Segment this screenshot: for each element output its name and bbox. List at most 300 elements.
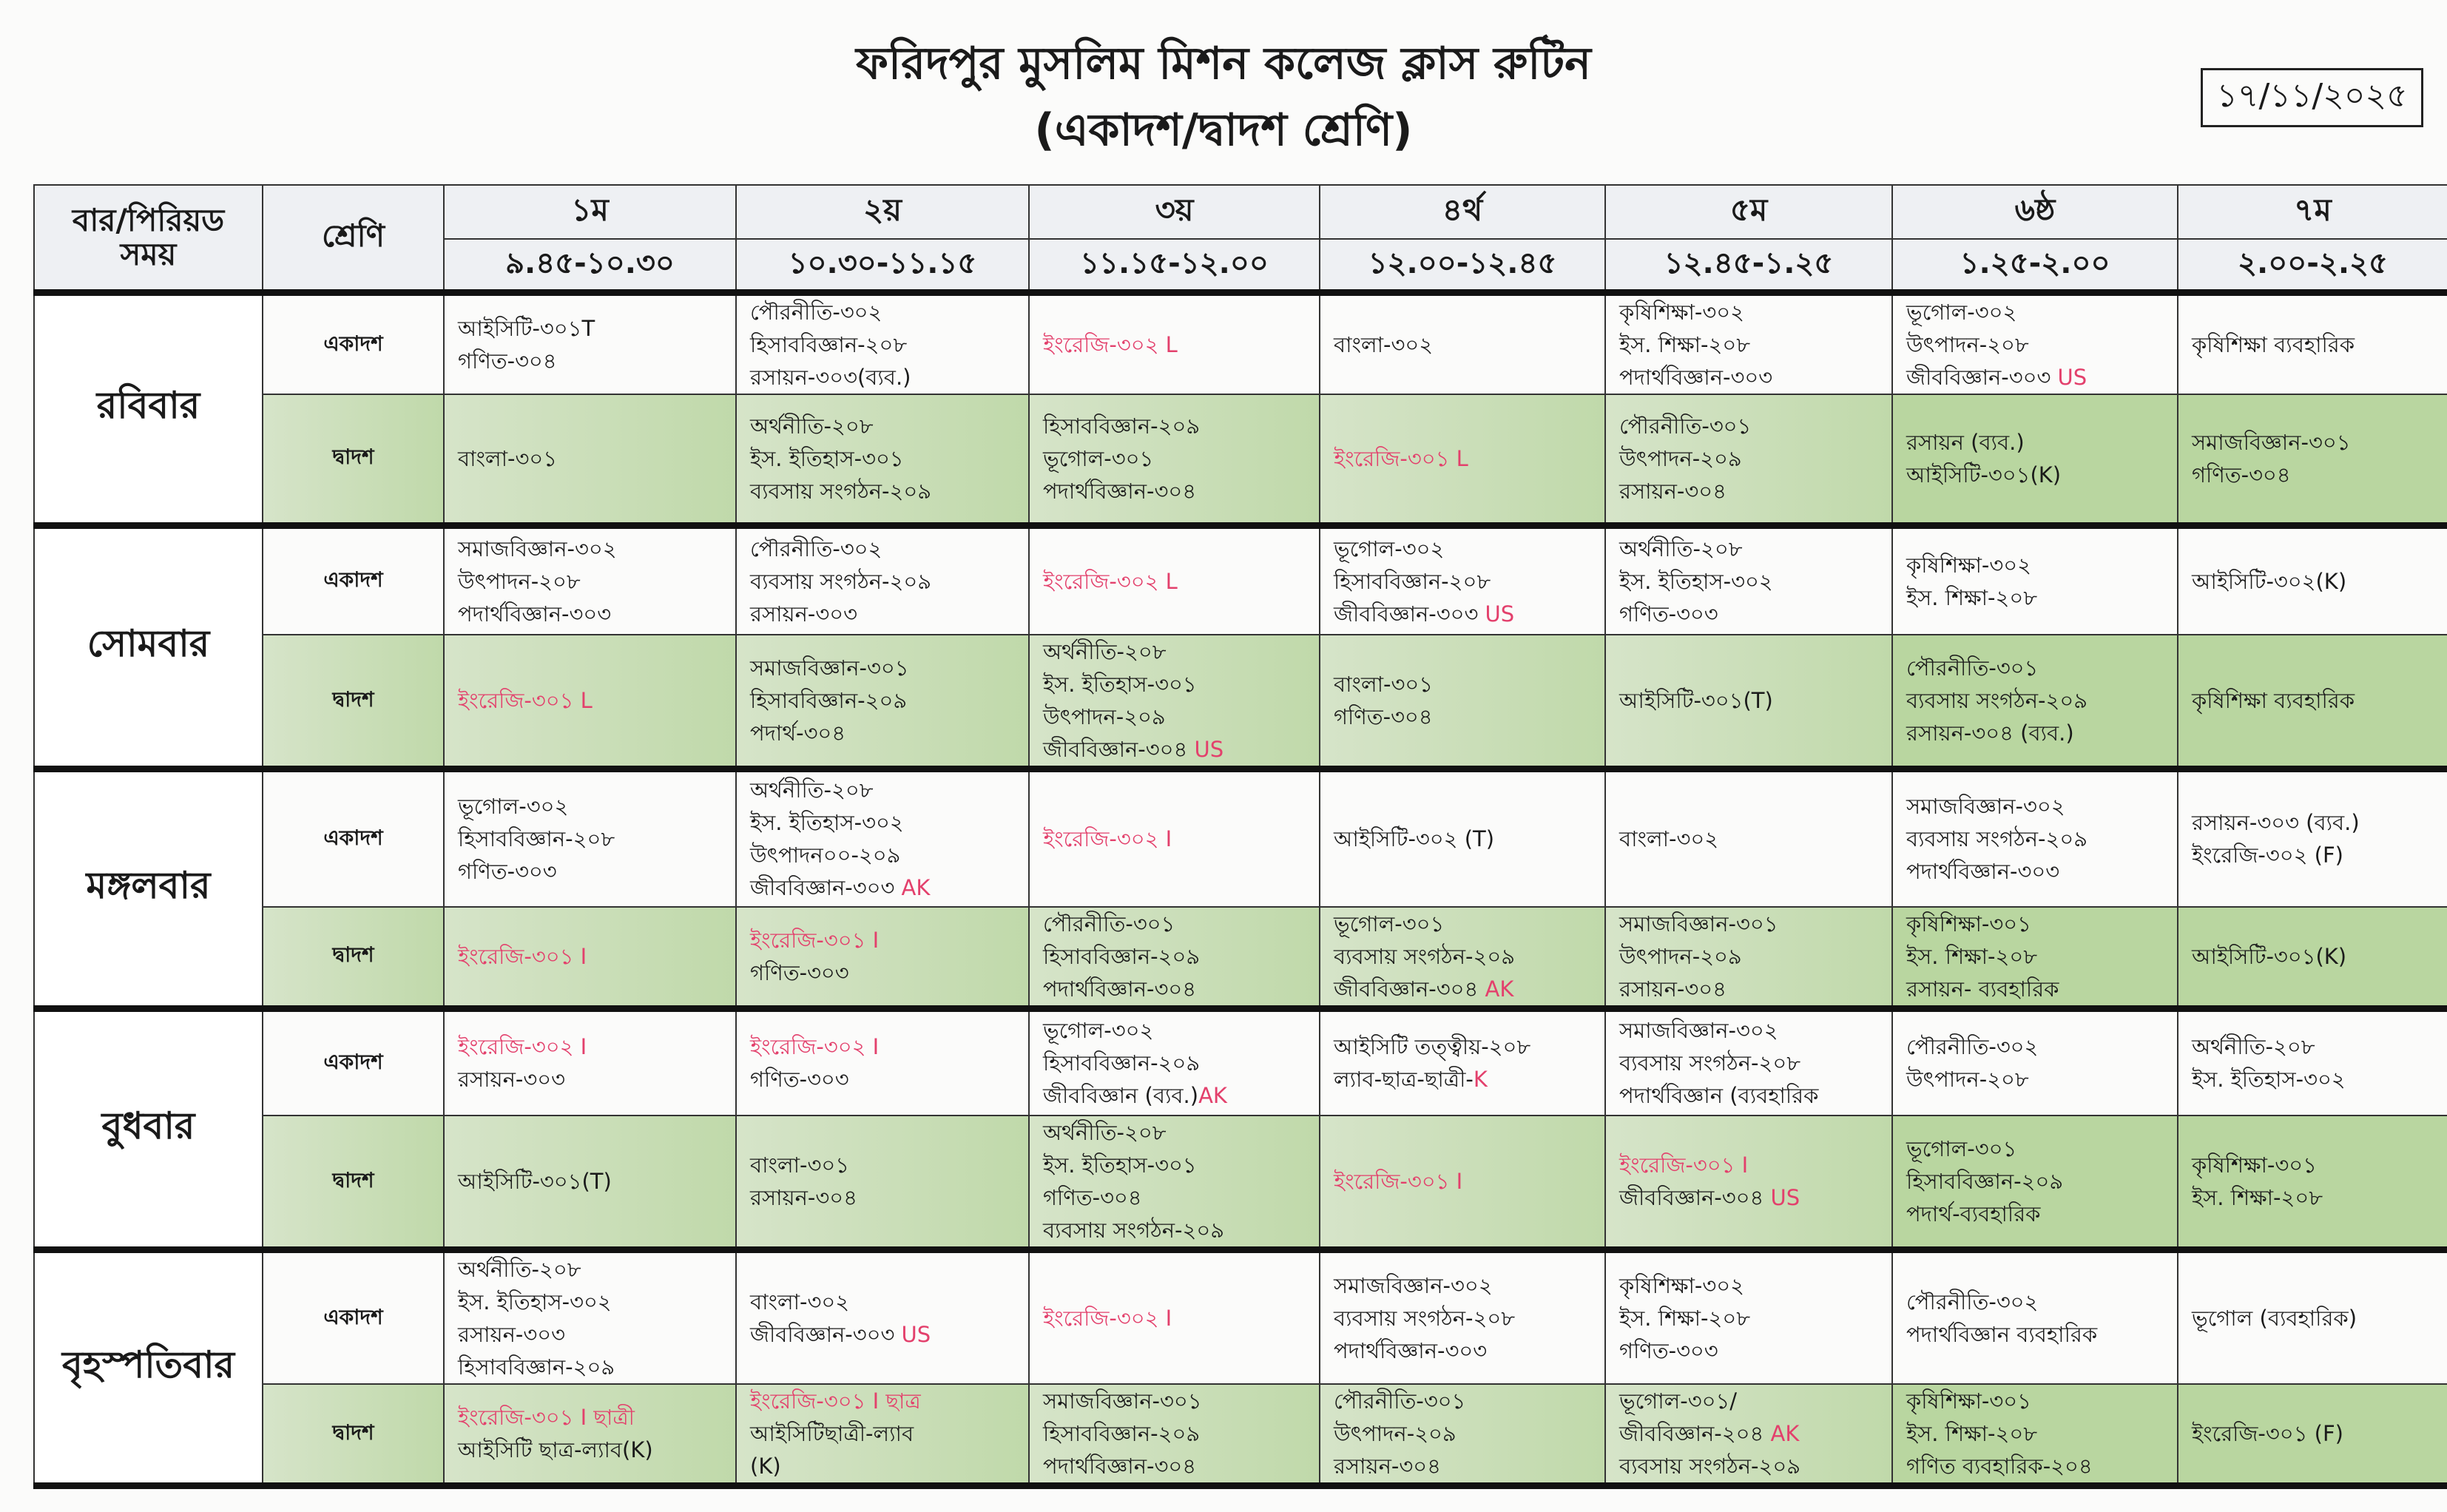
day-name: বৃহস্পতিবার bbox=[34, 1250, 263, 1486]
subject-line bbox=[1043, 475, 1306, 507]
subject-text: ব্যবসায় সংগঠন-২০৯ bbox=[1906, 688, 2088, 713]
routine-cell bbox=[736, 769, 1029, 907]
subject-text: পদার্থবিজ্ঞান-৩০৪ bbox=[1043, 976, 1197, 1002]
subject-line bbox=[1334, 973, 1591, 1005]
class-name: দ্বাদশ bbox=[263, 635, 444, 769]
subject-line bbox=[750, 410, 1015, 442]
routine-cell bbox=[1029, 907, 1320, 1009]
subject-text: ভূগোল-৩০১ bbox=[1334, 911, 1445, 936]
routine-row bbox=[34, 525, 2447, 635]
subject-line bbox=[458, 855, 722, 888]
subject-line bbox=[458, 1401, 722, 1434]
time-header: ১০.৩০-১১.১৫ bbox=[736, 239, 1029, 293]
subject-text: রসায়ন-৩০৪ bbox=[750, 1185, 857, 1210]
teacher-code: ইংরেজি-৩০২ L bbox=[1043, 332, 1178, 357]
day-period-header bbox=[34, 185, 263, 293]
subject-line bbox=[2192, 1417, 2434, 1450]
routine-row bbox=[34, 1008, 2447, 1116]
subject-text: রসায়ন-৩০৪ (ব্যব.) bbox=[1906, 720, 2074, 746]
subject-text: জীববিজ্ঞান-৩০৩ bbox=[750, 1322, 902, 1347]
subject-text: রসায়ন-৩০৩ (ব্যব.) bbox=[2192, 810, 2360, 836]
routine-cell bbox=[1892, 635, 2178, 769]
subject-text: অর্থনীতি-২০৮ bbox=[1043, 639, 1167, 664]
subject-text: গণিত ব্যবহারিক-২০৪ bbox=[1906, 1454, 2093, 1479]
routine-cell bbox=[1320, 635, 1605, 769]
subject-line bbox=[750, 684, 1015, 717]
teacher-code: K bbox=[1473, 1067, 1488, 1093]
subject-text: পদার্থবিজ্ঞান (ব্যবহারিক bbox=[1619, 1083, 1819, 1109]
time-header: ১১.১৫-১২.০০ bbox=[1029, 239, 1320, 293]
subject-line bbox=[458, 1351, 722, 1383]
routine-cell bbox=[1892, 769, 2178, 907]
subject-text: আইসিটি-৩০২(K) bbox=[2192, 568, 2347, 594]
routine-cell bbox=[1320, 1250, 1605, 1385]
time-header: ২.০০-২.২৫ bbox=[2178, 239, 2447, 293]
subject-text: ইস. শিক্ষা-২০৮ bbox=[1906, 1421, 2038, 1446]
routine-cell bbox=[444, 769, 736, 907]
subject-line bbox=[1906, 459, 2164, 491]
subject-line bbox=[458, 598, 722, 630]
subject-line bbox=[750, 774, 1015, 806]
subject-line bbox=[1619, 1047, 1878, 1079]
subject-line bbox=[1334, 442, 1591, 475]
subject-text: পদার্থবিজ্ঞান-৩০৩ bbox=[1619, 365, 1773, 390]
subject-line bbox=[1334, 668, 1591, 701]
subject-text: ব্যবসায় সংগঠন-২০৯ bbox=[1906, 826, 2088, 852]
subject-text: রসায়ন-৩০৪ bbox=[1619, 478, 1727, 504]
subject-text: সমাজবিজ্ঞান-৩০১ bbox=[2192, 429, 2351, 455]
subject-line bbox=[1906, 973, 2164, 1005]
routine-cell bbox=[1029, 525, 1320, 635]
subject-text: উৎপাদন-২০৯ bbox=[1334, 1421, 1457, 1446]
subject-text: হিসাববিজ্ঞান-২০৮ bbox=[1334, 568, 1491, 594]
routine-cell bbox=[736, 907, 1029, 1009]
subject-text: ভূগোল-৩০২ bbox=[1906, 300, 2017, 325]
subject-line bbox=[1619, 410, 1878, 442]
subject-text: জীববিজ্ঞান-৩০৩ bbox=[1906, 365, 2058, 390]
day-period-label: বার/পিরিয়ড bbox=[72, 202, 225, 238]
subject-line bbox=[458, 345, 722, 377]
subject-line bbox=[750, 806, 1015, 839]
subject-text: আইসিটি তত্ত্বীয়-২০৮ bbox=[1334, 1034, 1531, 1060]
subject-line bbox=[2192, 684, 2434, 717]
subject-line bbox=[750, 598, 1015, 630]
subject-text: রসায়ন-৩০৩(ব্যব.) bbox=[750, 365, 911, 390]
subject-text: উৎপাদন-২০৯ bbox=[1043, 704, 1166, 729]
subject-line bbox=[1334, 908, 1591, 940]
subject-line bbox=[1619, 1385, 1878, 1417]
period-header: ৭ম bbox=[2178, 185, 2447, 239]
subject-line bbox=[1043, 635, 1306, 668]
routine-cell bbox=[1029, 293, 1320, 395]
subject-text: হিসাববিজ্ঞান-২০৯ bbox=[1043, 1050, 1201, 1076]
time-header: ৯.৪৫-১০.৩০ bbox=[444, 239, 736, 293]
subject-line bbox=[1334, 1334, 1591, 1367]
subject-text: পদার্থবিজ্ঞান ব্যবহারিক bbox=[1906, 1322, 2098, 1347]
subject-line bbox=[1043, 940, 1306, 973]
subject-text: ব্যবসায় সংগঠন-২০৯ bbox=[750, 478, 932, 504]
subject-line bbox=[750, 924, 1015, 956]
page-subtitle: (একাদশ/দ্বাদশ শ্রেণি) bbox=[1034, 104, 1413, 156]
subject-line bbox=[1619, 1450, 1878, 1482]
subject-text: ভূগোল-৩০২ bbox=[458, 794, 569, 820]
subject-text: আইসিটি-৩০১T bbox=[458, 316, 595, 341]
date-box: ১৭/১১/২০২৫ bbox=[2201, 68, 2423, 127]
subject-text: ব্যবসায় সংগঠন-২০৯ bbox=[1043, 1218, 1225, 1243]
time-header: ১২.০০-১২.৪৫ bbox=[1320, 239, 1605, 293]
subject-text: গণিত-৩০৩ bbox=[1619, 601, 1718, 627]
routine-cell bbox=[1029, 1384, 1320, 1486]
teacher-code: US bbox=[901, 1322, 931, 1347]
subject-text: কৃষিশিক্ষা-৩০২ bbox=[1906, 552, 2031, 578]
subject-text: বাংলা-৩০২ bbox=[1619, 826, 1719, 852]
routine-row bbox=[34, 1250, 2447, 1385]
subject-text: উৎপাদন-২০৯ bbox=[1619, 943, 1742, 969]
subject-line bbox=[750, 1063, 1015, 1096]
routine-cell bbox=[1320, 394, 1605, 525]
subject-text: ইস. শিক্ষা-২০৮ bbox=[1619, 332, 1751, 357]
subject-text: ইংরেজি-৩০২ (F) bbox=[2192, 843, 2343, 868]
subject-line bbox=[2192, 1302, 2434, 1334]
subject-line bbox=[1906, 940, 2164, 973]
subject-text: পদার্থবিজ্ঞান-৩০৩ bbox=[458, 601, 612, 627]
subject-line bbox=[2192, 839, 2434, 871]
routine-cell bbox=[1605, 635, 1892, 769]
subject-line bbox=[1043, 1181, 1306, 1214]
period-header: ৪র্থ bbox=[1320, 185, 1605, 239]
routine-row bbox=[34, 635, 2447, 769]
subject-text: অর্থনীতি-২০৮ bbox=[1043, 1120, 1167, 1145]
subject-line bbox=[1906, 549, 2164, 581]
routine-cell bbox=[444, 1384, 736, 1486]
subject-line bbox=[1043, 1149, 1306, 1181]
teacher-code: US bbox=[1485, 601, 1515, 627]
subject-line bbox=[1043, 1385, 1306, 1417]
subject-text: ল্যাব-ছাত্র-ছাত্রী- bbox=[1334, 1067, 1474, 1093]
subject-line bbox=[1619, 908, 1878, 940]
subject-text: পদার্থবিজ্ঞান-৩০৩ bbox=[1334, 1338, 1488, 1363]
subject-line bbox=[750, 1030, 1015, 1063]
subject-line bbox=[750, 956, 1015, 989]
subject-line bbox=[750, 717, 1015, 749]
routine-cell bbox=[444, 1250, 736, 1385]
subject-line bbox=[1906, 426, 2164, 459]
subject-text: গণিত-৩০৪ bbox=[2192, 462, 2291, 487]
teacher-code: ইংরেজি-৩০১ L bbox=[1334, 445, 1468, 471]
teacher-code: ইংরেজি-৩০২ L bbox=[1043, 568, 1178, 594]
subject-line bbox=[1619, 361, 1878, 394]
teacher-code: US bbox=[1770, 1185, 1800, 1210]
subject-line bbox=[1043, 1450, 1306, 1482]
subject-line bbox=[750, 475, 1015, 507]
routine-row bbox=[34, 769, 2447, 907]
routine-cell bbox=[2178, 1008, 2447, 1116]
subject-line bbox=[750, 1318, 1015, 1351]
class-routine-table bbox=[33, 184, 2447, 1489]
routine-cell bbox=[1892, 907, 2178, 1009]
subject-text: উৎপাদন০০-২০৯ bbox=[750, 843, 901, 868]
subject-text: সমাজবিজ্ঞান-৩০২ bbox=[1906, 794, 2065, 820]
subject-text: পৌরনীতি-৩০১ bbox=[1906, 655, 2039, 681]
subject-line bbox=[1906, 1450, 2164, 1482]
time-header: ১.২৫-২.০০ bbox=[1892, 239, 2178, 293]
subject-line bbox=[1043, 1116, 1306, 1149]
routine-cell bbox=[1605, 394, 1892, 525]
subject-line bbox=[458, 533, 722, 565]
subject-line bbox=[750, 871, 1015, 904]
subject-text: ইস. শিক্ষা-২০৮ bbox=[1906, 943, 2038, 969]
routine-cell bbox=[736, 293, 1029, 395]
subject-line bbox=[1334, 1030, 1591, 1063]
subject-line bbox=[1334, 533, 1591, 565]
subject-line bbox=[1906, 1030, 2164, 1063]
routine-cell bbox=[1029, 1008, 1320, 1116]
subject-line bbox=[1906, 908, 2164, 940]
subject-line bbox=[2192, 565, 2434, 598]
subject-text: রসায়ন-৩০৩ bbox=[458, 1322, 565, 1347]
subject-text: অর্থনীতি-২০৮ bbox=[2192, 1034, 2315, 1060]
subject-text: বাংলা-৩০২ bbox=[1334, 332, 1434, 357]
subject-text: ভূগোল-৩০১/ bbox=[1619, 1388, 1738, 1414]
subject-line bbox=[1619, 1269, 1878, 1302]
period-header: ৬ষ্ঠ bbox=[1892, 185, 2178, 239]
subject-text: কৃষিশিক্ষা-৩০১ bbox=[1906, 911, 2031, 936]
subject-text: জীববিজ্ঞান-৩০৪ bbox=[1334, 976, 1485, 1002]
period-header: ২য় bbox=[736, 185, 1029, 239]
page-title: ফরিদপুর মুসলিম মিশন কলেজ ক্লাস রুটিন bbox=[856, 38, 1591, 90]
subject-text: আইসিটি-৩০১(K) bbox=[1906, 462, 2062, 487]
subject-line bbox=[458, 1434, 722, 1466]
subject-text: আইসিটি-৩০১(T) bbox=[458, 1169, 612, 1194]
teacher-code: ইংরেজি-৩০১ L bbox=[458, 688, 593, 713]
routine-cell bbox=[1892, 1384, 2178, 1486]
subject-line bbox=[750, 1417, 1015, 1450]
subject-text: ইস. শিক্ষা-২০৮ bbox=[1906, 584, 2038, 610]
subject-line bbox=[1334, 1165, 1591, 1198]
subject-text: সমাজবিজ্ঞান-৩০২ bbox=[1334, 1273, 1493, 1298]
subject-line bbox=[2192, 459, 2434, 491]
subject-line bbox=[750, 361, 1015, 394]
routine-row bbox=[34, 293, 2447, 395]
routine-cell bbox=[444, 635, 736, 769]
teacher-code: ইংরেজি-৩০১ I bbox=[1334, 1169, 1463, 1194]
period-header: ৩য় bbox=[1029, 185, 1320, 239]
subject-text: জীববিজ্ঞান-৩০৩ bbox=[750, 875, 902, 901]
subject-line bbox=[750, 442, 1015, 475]
subject-text: বাংলা-৩০২ bbox=[750, 1289, 850, 1314]
routine-cell bbox=[1605, 1384, 1892, 1486]
subject-line bbox=[1334, 1302, 1591, 1334]
routine-row bbox=[34, 1384, 2447, 1486]
subject-text: কৃষিশিক্ষা-৩০১ bbox=[2192, 1152, 2317, 1178]
teacher-code: ইংরেজি-৩০১ I bbox=[458, 943, 587, 969]
subject-line bbox=[1619, 296, 1878, 328]
subject-text: রসায়ন-৩০৪ bbox=[1619, 976, 1727, 1002]
subject-text: হিসাববিজ্ঞান-২০৯ bbox=[458, 1354, 615, 1380]
subject-text: কৃষিশিক্ষা ব্যবহারিক bbox=[2192, 688, 2355, 713]
subject-text: আইসিটি ছাত্র-ল্যাব(K) bbox=[458, 1437, 653, 1462]
teacher-code: US bbox=[1194, 737, 1224, 762]
teacher-code: AK bbox=[901, 875, 931, 901]
subject-text: পৌরনীতি-৩০১ bbox=[1619, 413, 1752, 439]
class-name: একাদশ bbox=[263, 293, 444, 395]
period-header: ১ম bbox=[444, 185, 736, 239]
subject-text: গণিত-৩০৩ bbox=[458, 859, 557, 885]
routine-cell bbox=[2178, 769, 2447, 907]
subject-text: ব্যবসায় সংগঠন-২০৯ bbox=[750, 568, 932, 594]
routine-cell bbox=[1320, 907, 1605, 1009]
subject-text: পৌরনীতি-৩০১ bbox=[1043, 911, 1175, 936]
subject-line bbox=[1043, 668, 1306, 701]
subject-line bbox=[1906, 1286, 2164, 1318]
routine-cell bbox=[736, 394, 1029, 525]
routine-cell bbox=[736, 635, 1029, 769]
subject-text: ইস. ইতিহাস-৩০২ bbox=[458, 1289, 612, 1314]
subject-text: অর্থনীতি-২০৮ bbox=[1619, 536, 1743, 561]
teacher-code: AK bbox=[1198, 1083, 1227, 1109]
subject-text: পৌরনীতি-৩০২ bbox=[750, 300, 882, 325]
day-name: সোমবার bbox=[34, 525, 263, 769]
subject-text: ভূগোল-৩০১ bbox=[1906, 1136, 2017, 1161]
subject-line bbox=[1619, 475, 1878, 507]
subject-line bbox=[1043, 823, 1306, 855]
routine-cell bbox=[1605, 907, 1892, 1009]
subject-text: আইসিটিছাত্রী-ল্যাব bbox=[750, 1421, 914, 1446]
subject-line bbox=[1906, 684, 2164, 717]
subject-line bbox=[750, 1149, 1015, 1181]
subject-line bbox=[1043, 1047, 1306, 1079]
subject-text: হিসাববিজ্ঞান-২০৮ bbox=[750, 332, 908, 357]
subject-text: ইস. শিক্ষা-২০৮ bbox=[2192, 1185, 2323, 1210]
subject-line bbox=[1334, 1269, 1591, 1302]
routine-cell bbox=[1029, 1250, 1320, 1385]
subject-text: ব্যবসায় সংগঠন-২০৯ bbox=[1334, 943, 1516, 969]
subject-line bbox=[1619, 1149, 1878, 1181]
teacher-code: US bbox=[2057, 365, 2087, 390]
teacher-code: AK bbox=[1770, 1421, 1800, 1446]
subject-line bbox=[750, 296, 1015, 328]
subject-text: অর্থনীতি-২০৮ bbox=[750, 413, 874, 439]
subject-line bbox=[750, 1181, 1015, 1214]
routine-cell bbox=[2178, 1384, 2447, 1486]
subject-text: ইস. ইতিহাস-৩০২ bbox=[1619, 568, 1773, 594]
subject-line bbox=[2192, 1149, 2434, 1181]
subject-text: জীববিজ্ঞান (ব্যব.) bbox=[1043, 1083, 1199, 1109]
subject-line bbox=[2192, 1063, 2434, 1096]
subject-line bbox=[458, 442, 722, 475]
routine-cell bbox=[1320, 293, 1605, 395]
subject-line bbox=[1906, 717, 2164, 749]
subject-line bbox=[1043, 565, 1306, 598]
routine-row bbox=[34, 394, 2447, 525]
class-name: একাদশ bbox=[263, 769, 444, 907]
subject-line bbox=[458, 1253, 722, 1286]
class-name: দ্বাদশ bbox=[263, 1116, 444, 1250]
teacher-code: ইংরেজি-৩০২ I bbox=[1043, 826, 1172, 852]
routine-row bbox=[34, 907, 2447, 1009]
subject-text: হিসাববিজ্ঞান-২০৯ bbox=[1043, 1421, 1201, 1446]
routine-cell bbox=[444, 1116, 736, 1250]
subject-line bbox=[1334, 823, 1591, 855]
subject-text: হিসাববিজ্ঞান-২০৮ bbox=[458, 826, 615, 852]
subject-line bbox=[750, 1450, 1015, 1482]
subject-line bbox=[2192, 940, 2434, 973]
day-name: মঙ্গলবার bbox=[34, 769, 263, 1009]
subject-text: ব্যবসায় সংগঠন-২০৮ bbox=[1619, 1050, 1801, 1076]
subject-line bbox=[1906, 1318, 2164, 1351]
subject-line bbox=[1043, 733, 1306, 766]
teacher-code: ইংরেজি-৩০১ I bbox=[750, 927, 880, 953]
subject-line bbox=[1906, 1063, 2164, 1096]
subject-text: পদার্থবিজ্ঞান-৩০৩ bbox=[1906, 859, 2060, 885]
subject-text: জীববিজ্ঞান-৩০৪ bbox=[1619, 1185, 1771, 1210]
routine-cell bbox=[1029, 1116, 1320, 1250]
teacher-code: ইংরেজি-৩০১ I bbox=[1619, 1152, 1749, 1178]
subject-line bbox=[1043, 1302, 1306, 1334]
subject-line bbox=[2192, 328, 2434, 361]
subject-text: পৌরনীতি-৩০২ bbox=[1906, 1289, 2039, 1314]
subject-text: ইস. ইতিহাস-৩০২ bbox=[750, 810, 904, 836]
routine-cell bbox=[444, 907, 736, 1009]
subject-text: ব্যবসায় সংগঠন-২০৮ bbox=[1334, 1306, 1516, 1331]
routine-row bbox=[34, 1116, 2447, 1250]
routine-cell bbox=[1320, 1116, 1605, 1250]
routine-cell bbox=[444, 394, 736, 525]
class-name: দ্বাদশ bbox=[263, 1384, 444, 1486]
subject-line bbox=[1619, 1014, 1878, 1047]
routine-cell bbox=[736, 1008, 1029, 1116]
subject-line bbox=[1906, 1133, 2164, 1165]
subject-line bbox=[1906, 652, 2164, 684]
subject-line bbox=[750, 565, 1015, 598]
routine-cell bbox=[444, 525, 736, 635]
subject-line bbox=[458, 1063, 722, 1096]
subject-line bbox=[1619, 1302, 1878, 1334]
routine-cell bbox=[444, 1008, 736, 1116]
subject-text: কৃষিশিক্ষা-৩০২ bbox=[1619, 300, 1744, 325]
subject-line bbox=[458, 312, 722, 345]
subject-text: ইংরেজি-৩০১ (F) bbox=[2192, 1421, 2343, 1446]
day-name: বুধবার bbox=[34, 1008, 263, 1250]
class-header: শ্রেণি bbox=[263, 185, 444, 293]
time-label: সময় bbox=[120, 236, 177, 272]
routine-cell bbox=[736, 1384, 1029, 1486]
subject-text: পদার্থবিজ্ঞান-৩০৪ bbox=[1043, 1454, 1197, 1479]
subject-text: গণিত-৩০৪ bbox=[458, 348, 557, 374]
routine-cell bbox=[1605, 1116, 1892, 1250]
subject-text: সমাজবিজ্ঞান-৩০১ bbox=[1043, 1388, 1202, 1414]
subject-text: ভূগোল (ব্যবহারিক) bbox=[2192, 1306, 2357, 1331]
routine-cell bbox=[1892, 1008, 2178, 1116]
subject-text: আইসিটি-৩০১(K) bbox=[2192, 943, 2347, 969]
subject-line bbox=[1043, 328, 1306, 361]
subject-text: বাংলা-৩০১ bbox=[750, 1152, 850, 1178]
subject-text: হিসাববিজ্ঞান-২০৯ bbox=[1906, 1169, 2064, 1194]
subject-line bbox=[750, 1286, 1015, 1318]
subject-line bbox=[1043, 1214, 1306, 1246]
subject-text: বাংলা-৩০১ bbox=[458, 445, 558, 471]
teacher-code: ইংরেজি-৩০২ I bbox=[458, 1034, 587, 1060]
subject-text: উৎপাদন-২০৮ bbox=[458, 568, 581, 594]
subject-line bbox=[750, 328, 1015, 361]
routine-cell bbox=[1320, 1008, 1605, 1116]
subject-text: ইস. ইতিহাস-৩০১ bbox=[1043, 672, 1197, 697]
subject-text: জীববিজ্ঞান-২০৪ bbox=[1619, 1421, 1771, 1446]
routine-cell bbox=[736, 1116, 1029, 1250]
subject-line bbox=[1334, 598, 1591, 630]
subject-text: সমাজবিজ্ঞান-৩০২ bbox=[1619, 1018, 1778, 1044]
routine-cell bbox=[1892, 394, 2178, 525]
